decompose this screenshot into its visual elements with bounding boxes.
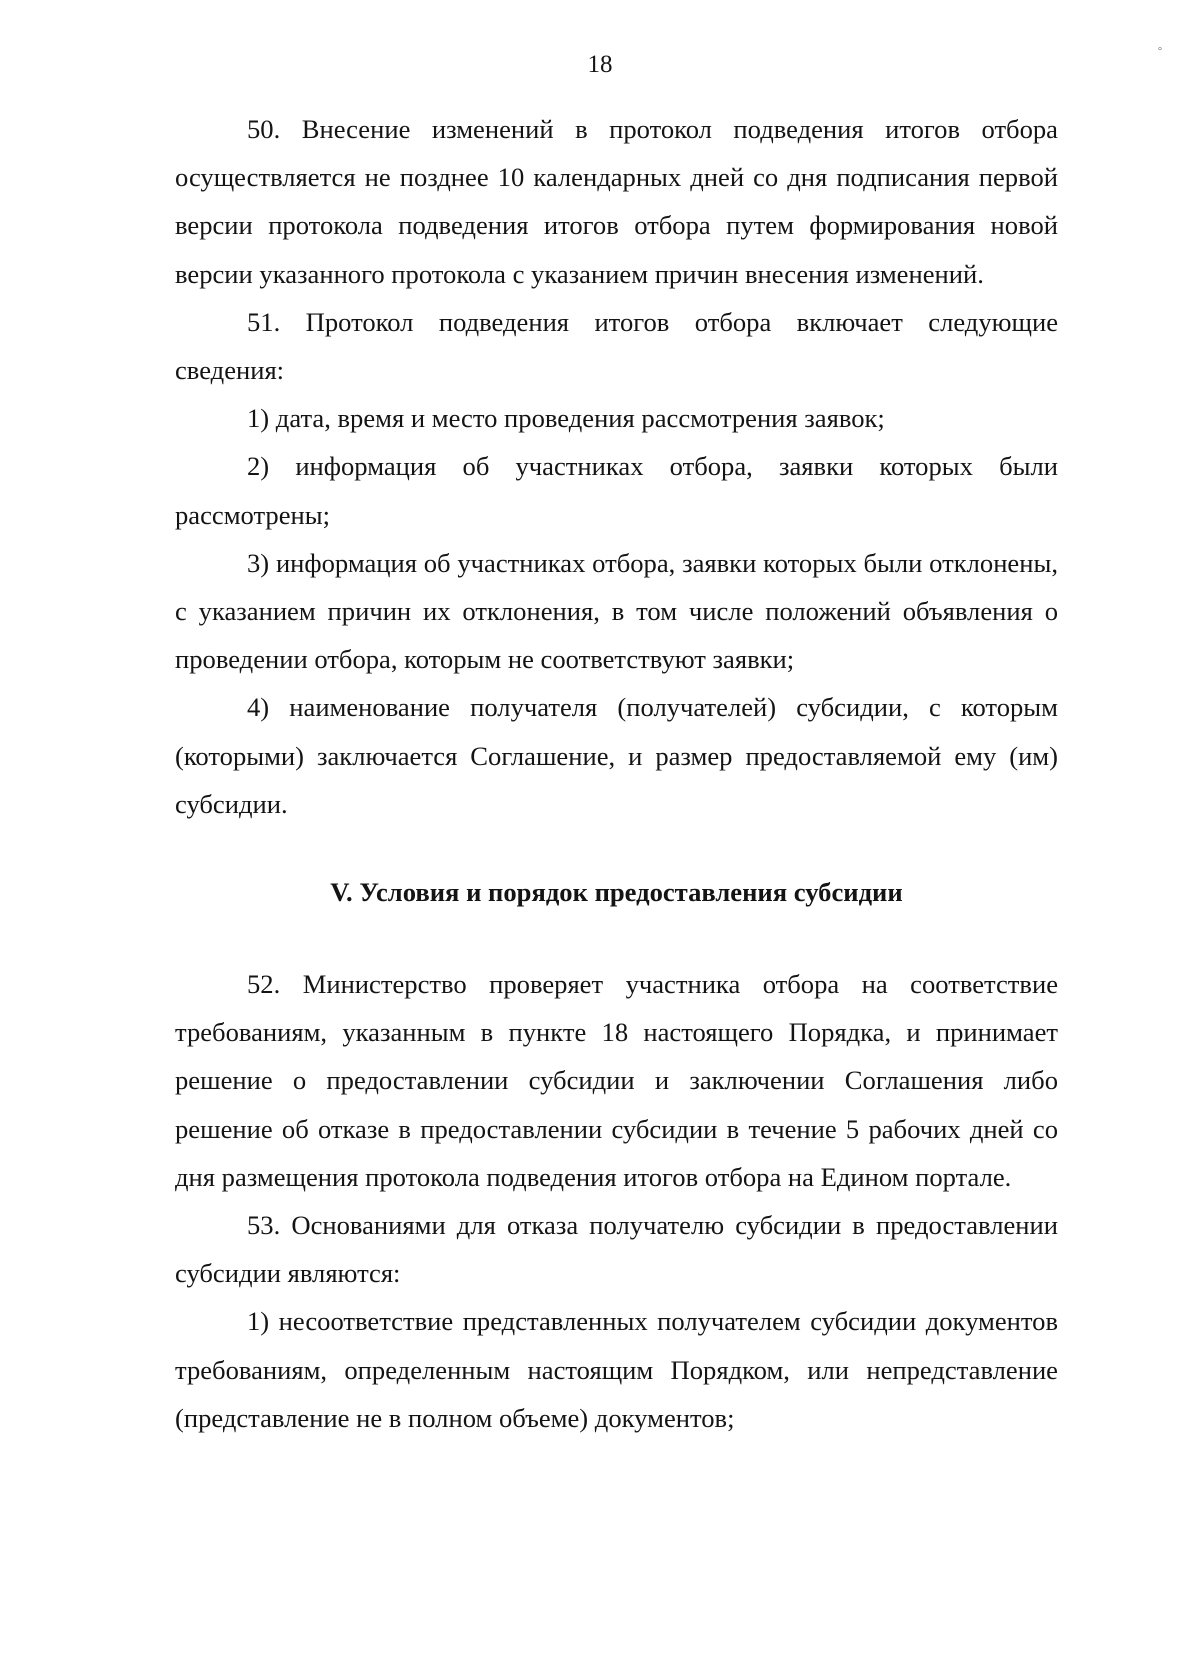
list-item-51-1: 1) дата, время и место проведения рассмотрения заявок; [247,403,885,434]
document-body [175,105,1058,1442]
paragraph-53: 53. Основаниями для отказа получателю субсидии в предоставлении субсидии являются: [175,1210,1058,1289]
list-item-51-2: 2) информация об участниках отбора, заявки которых были рассмотрены; [175,451,1058,530]
paragraph-52: 52. Министерство проверяет участника отбора на соответствие требованиям, указанным в пункте 18 настоящего Порядка, и принимает решение о предоставлении субсидии и заключении Соглашения либо решение об отказе в предоставлении субсидии в течение 5 рабочих дней со дня размещения протокола подведения итогов отбора на Едином портале. [175,969,1058,1192]
corner-mark: ° [1158,46,1162,57]
list-item-53-1: 1) несоответствие представленных получателем субсидии документов требованиям, определенным настоящим Порядком, или непредставление (представление не в полном объеме) документов; [175,1306,1058,1433]
paragraph-51: 51. Протокол подведения итогов отбора включает следующие сведения: [175,306,1058,386]
page-number: 18 [587,51,613,78]
list-item-51-3: 3) информация об участниках отбора, заявки которых были отклонены, с указанием причин их отклонения, в том числе положений объявления о проведении отбора, которым не соответствуют заявки; [175,547,1058,675]
list-item-51-4: 4) наименование получателя (получателей) субсидии, с которым (которыми) заключается Соглашение, и размер предоставляемой ему (им) субсидии. [175,692,1058,819]
section-heading: V. Условия и порядок предоставления субсидии [330,877,903,908]
paragraph-50: 50. Внесение изменений в протокол подведения итогов отбора осуществляется не позднее 10 календарных дней со дня подписания первой версии протокола подведения итогов отбора путем формирования новой версии указанного протокола с указанием причин внесения изменений. [175,114,1058,289]
